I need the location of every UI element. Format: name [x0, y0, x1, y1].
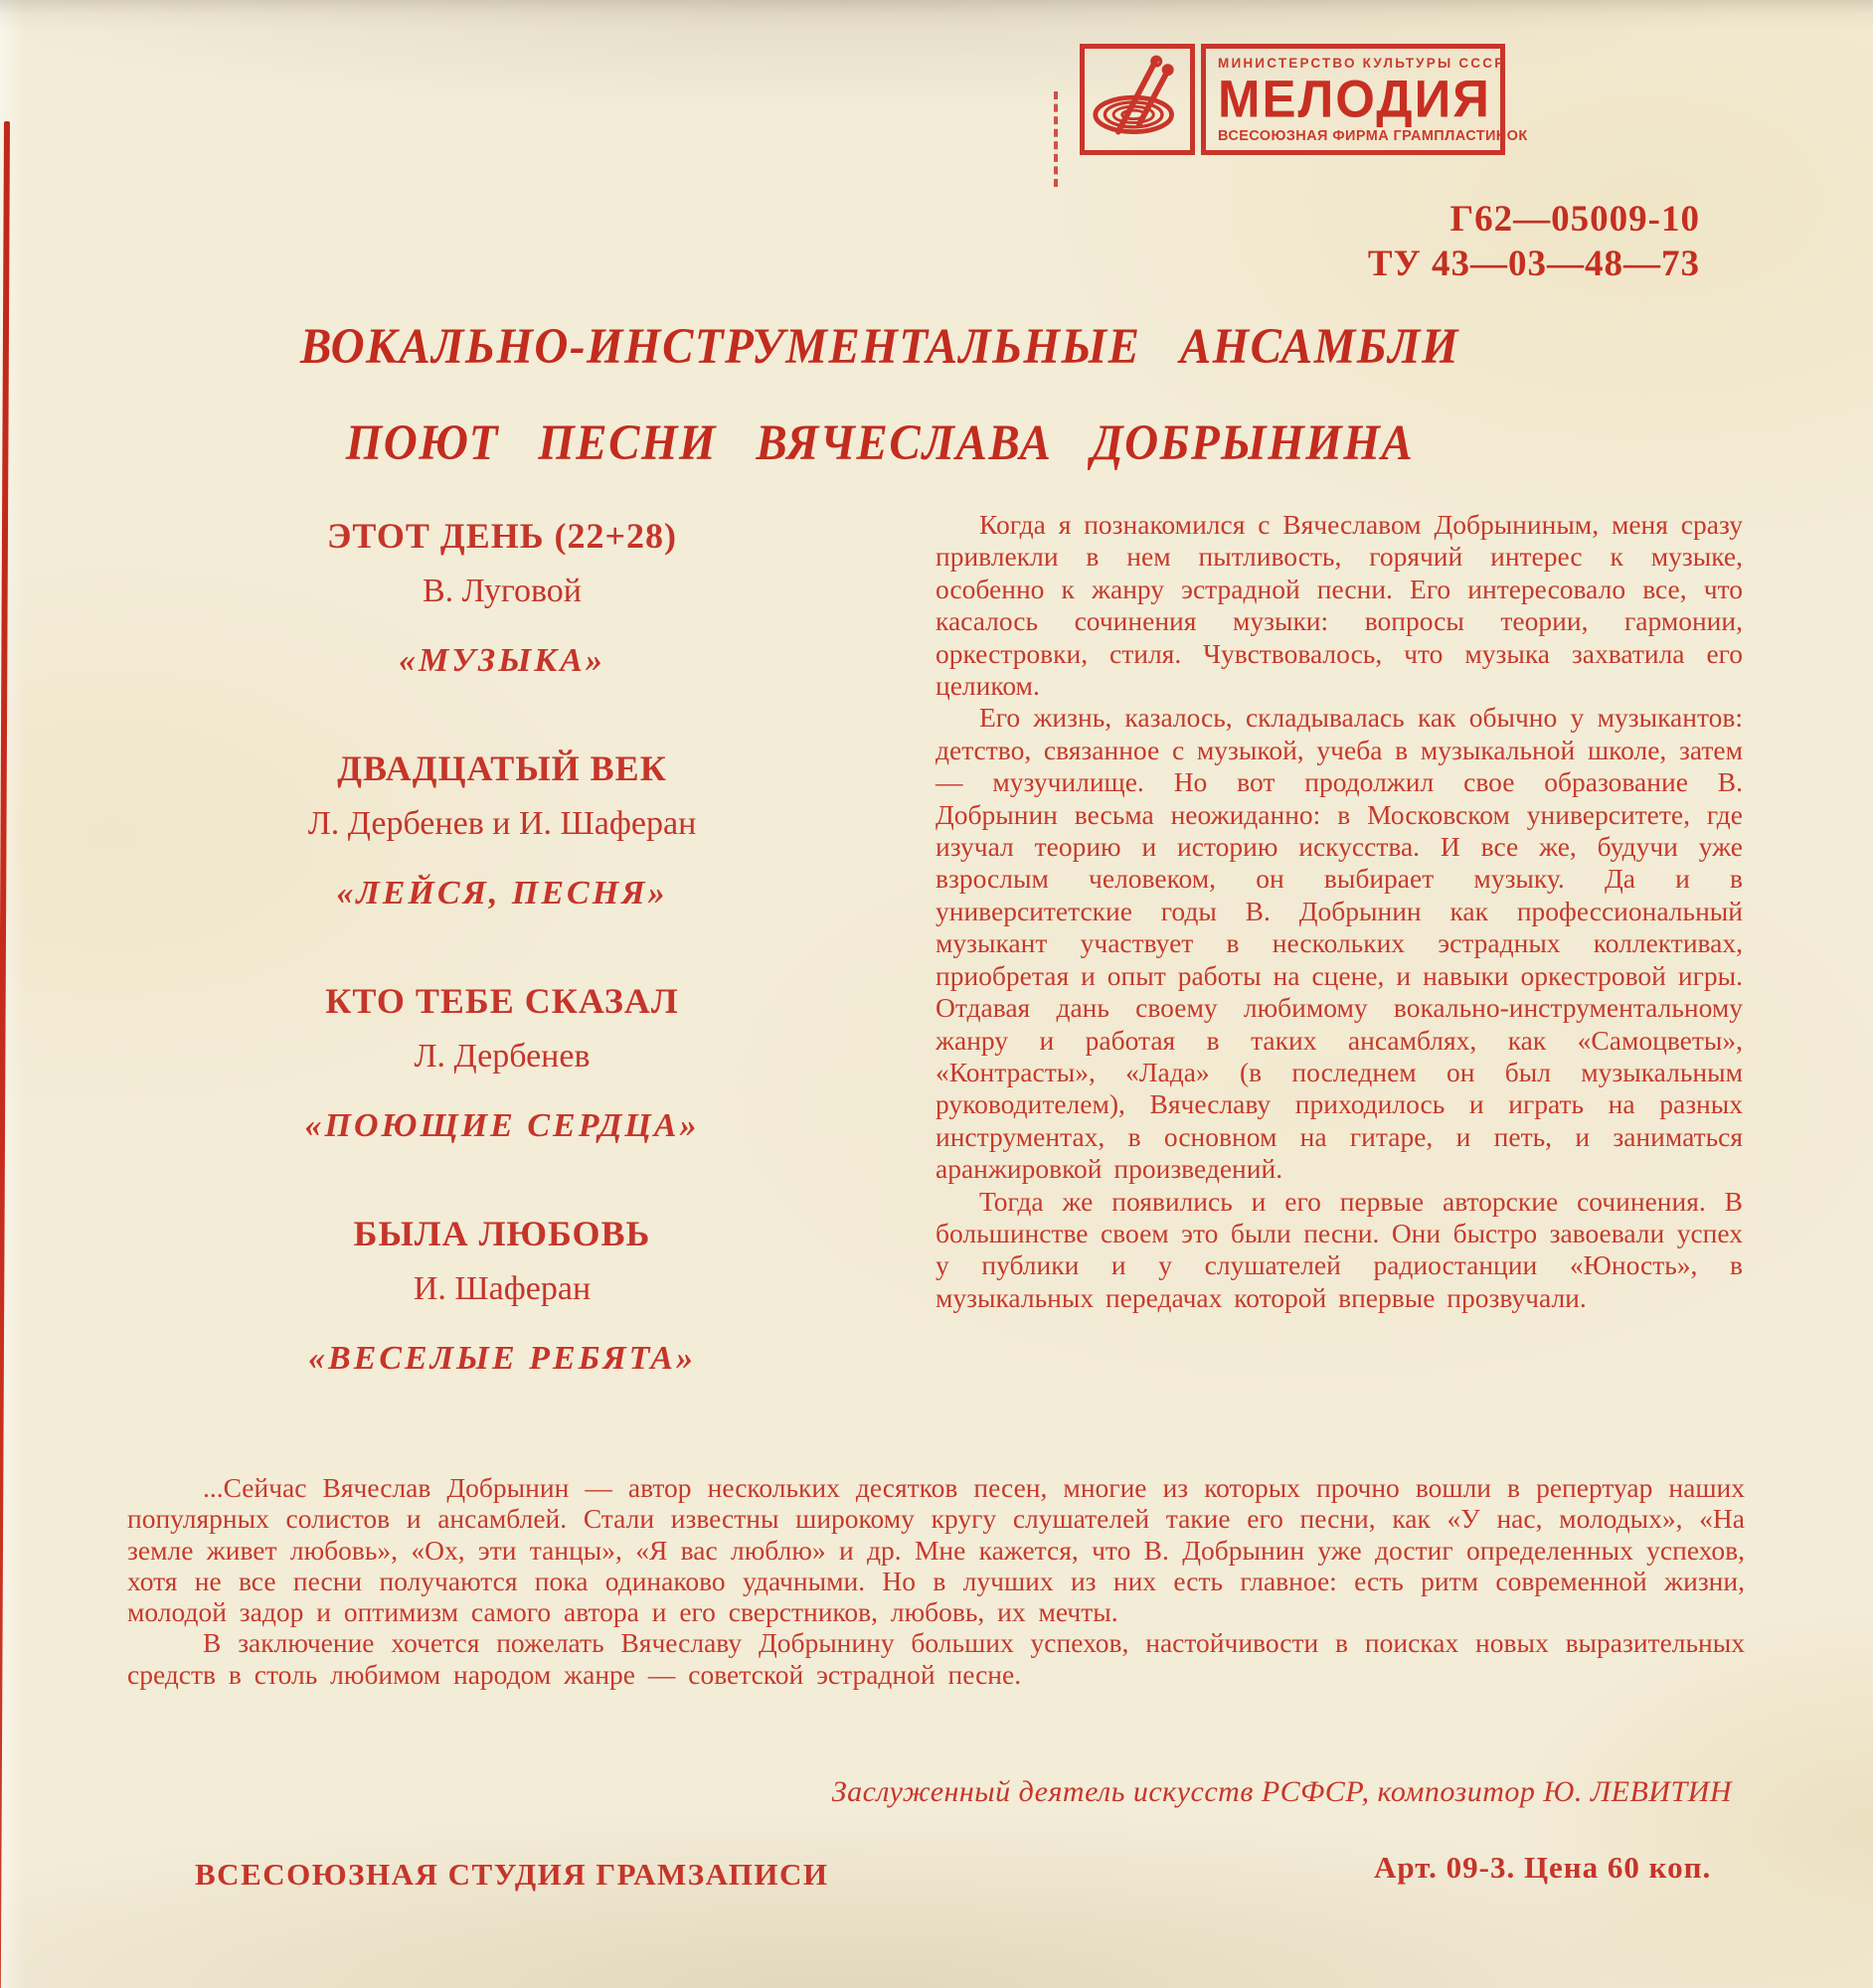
catalog-number-2: ТУ 43—03—48—73: [1367, 244, 1700, 284]
liner-notes-paragraph: В заключение хочется пожелать Вячеславу Добрынину больших успехов, настойчивости в поисках новых выразительных средств в столь любимом народом жанре — советской эстрадной песне.: [127, 1627, 1745, 1690]
liner-notes-column: [936, 509, 1743, 1314]
liner-notes-paragraph: ...Сейчас Вячеслав Добрынин — автор нескольких десятков песен, многие из которых прочно вошли в репертуар наших популярных солистов и ансамблей. Стали известны широкому кругу слушателей такие его песни, как «У нас, молодых», «На земле живет любовь», «Ох, эти танцы», «Я вас люблю» и др. Мне кажется, что В. Добрынин уже достиг определенных успехов, хотя не все песни получаются пока одинаково удачными. Но в лучших из них есть главное: есть ритм современной жизни, молодой задор и оптимизм самого автора и его сверстников, любовь, их мечты.: [127, 1472, 1745, 1628]
dashed-cut-mark: [1054, 91, 1058, 187]
track-title: ДВАДЦАТЫЙ ВЕК: [337, 748, 667, 788]
track-ensemble: «МУЗЫКА»: [399, 642, 605, 679]
album-title-line1: ВОКАЛЬНО-ИНСТРУМЕНТАЛЬНЫЕ АНСАМБЛИ: [299, 318, 1460, 376]
track-item: [237, 515, 767, 680]
melodiya-stamp: [1080, 44, 1528, 155]
track-title: БЫЛА ЛЮБОВЬ: [353, 1214, 651, 1253]
track-item: [237, 747, 767, 912]
track-author: И. Шаферан: [413, 1270, 592, 1307]
album-title-line2: ПОЮТ ПЕСНИ ВЯЧЕСЛАВА ДОБРЫНИНА: [345, 414, 1415, 472]
track-author: Л. Дербенев: [414, 1038, 591, 1075]
liner-notes-paragraph: Его жизнь, казалось, складывалась как обычно у музыкантов: детство, связанное с музыкой, учеба в музыкальной школе, затем — музучилище. Но вот продолжил свое образование В. Добрынин весьма неожиданно: в Московском университете, где изучал теорию и историю искусства. И все же, будучи уже взрослым человеком, он выбирает музыку. Да и в университетские годы В. Добрынин как профессиональный музыкант участвует в нескольких эстрадных коллективах, приобретая и опыт работы на сцене, и навыки оркестровой игры. Отдавая дань своему любимому вокально-инструментальному жанру и работая в таких ансамблях, как «Самоцветы», «Контрасты», «Лада» (в последнем он был музыкальным руководителем), Вячеславу приходилось и играть на разных инструментах, в основном на гитаре, и петь, и заниматься аранжировкой произведений.: [936, 702, 1743, 1185]
melodiya-logo-icon: [1080, 44, 1195, 155]
track-ensemble: «ВЕСЕЛЫЕ РЕБЯТА»: [308, 1340, 696, 1377]
album-title: [0, 320, 1760, 470]
track-list: [237, 515, 767, 1445]
article-price: Арт. 09-3. Цена 60 коп.: [1374, 1850, 1712, 1885]
liner-notes-paragraph: Тогда же появились и его первые авторские сочинения. В большинстве своем это были песни. Они быстро завоевали успех у публики и у слушателей радиостанции «Юность», в музыкальных передачах которой впервые прозвучали.: [936, 1185, 1743, 1313]
track-item: [237, 1213, 767, 1378]
studio-credit: ВСЕСОЮЗНАЯ СТУДИЯ ГРАМЗАПИСИ: [195, 1857, 829, 1892]
track-author: В. Луговой: [422, 573, 582, 609]
track-ensemble: «ПОЮЩИЕ СЕРДЦА»: [304, 1107, 700, 1144]
author-signature: Заслуженный деятель искусств РСФСР, композитор Ю. ЛЕВИТИН: [831, 1775, 1732, 1808]
melodiya-stamp-text: [1201, 44, 1528, 155]
catalog-number-1: Г62—05009-10: [1449, 199, 1700, 240]
track-title: КТО ТЕБЕ СКАЗАЛ: [325, 981, 679, 1021]
liner-notes-wide: [127, 1472, 1745, 1690]
track-author: Л. Дербенев и И. Шаферан: [307, 805, 697, 842]
ministry-line: МИНИСТЕРСТВО КУЛЬТУРЫ СССР: [1218, 56, 1506, 71]
track-title: ЭТОТ ДЕНЬ (22+28): [326, 516, 678, 556]
catalog-numbers: [1368, 197, 1700, 286]
track-ensemble: «ЛЕЙСЯ, ПЕСНЯ»: [336, 875, 668, 911]
track-item: [237, 980, 767, 1145]
firm-line: ВСЕСОЮЗНАЯ ФИРМА ГРАМПЛАСТИНОК: [1218, 128, 1528, 144]
brand-name: МЕЛОДИЯ: [1218, 69, 1491, 128]
liner-notes-paragraph: Когда я познакомился с Вячеславом Добрыниным, меня сразу привлекли в нем пытливость, горячий интерес к музыке, особенно к жанру эстрадной песни. Его интересовало все, что касалось сочинения музыки: вопросы теории, гармонии, оркестровки, стиля. Чувствовалось, что музыка захватила его целиком.: [936, 509, 1743, 702]
